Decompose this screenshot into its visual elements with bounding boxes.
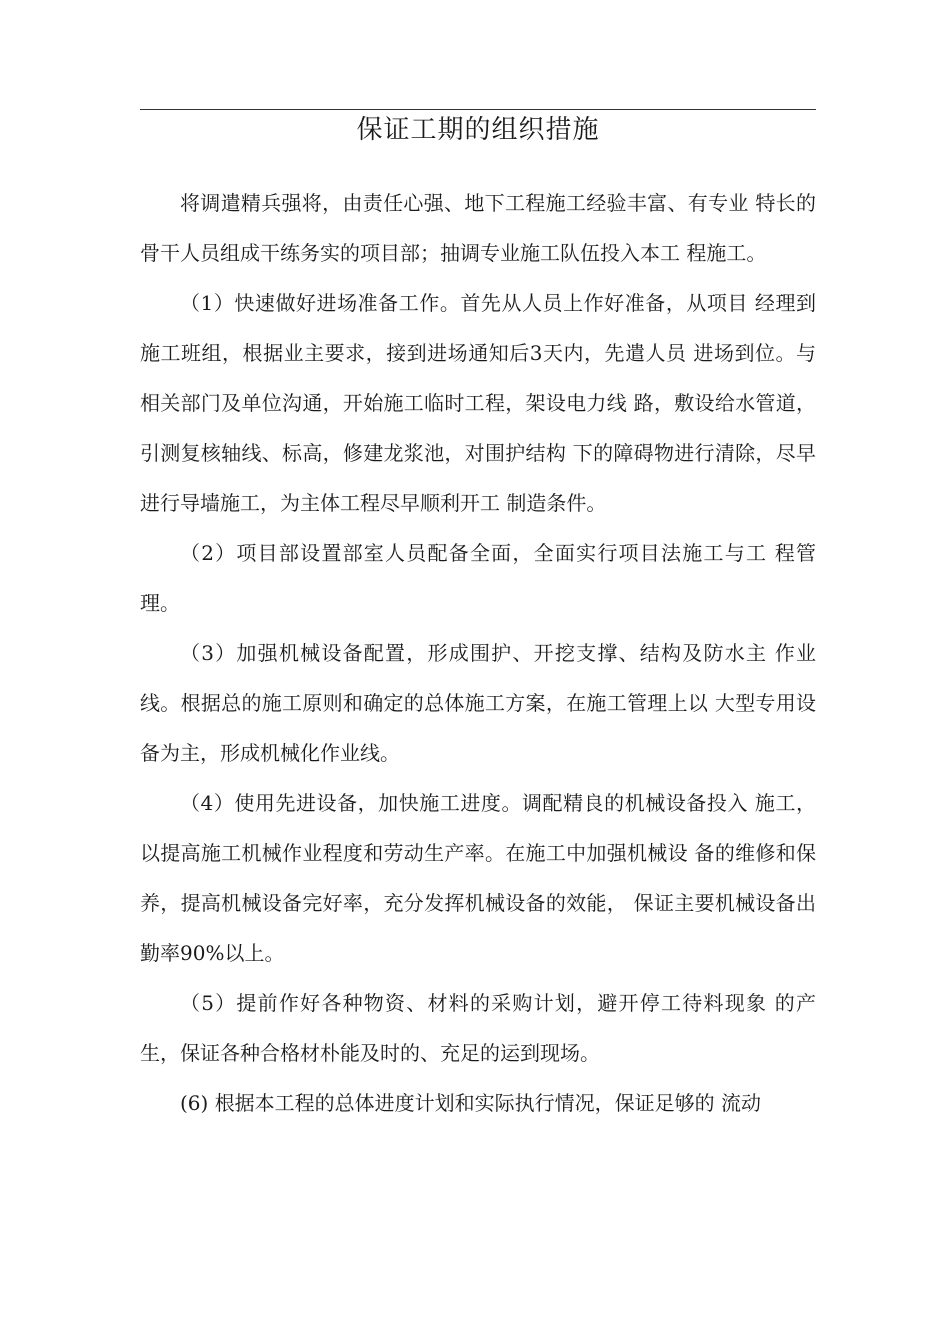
document-body (140, 178, 816, 1128)
paragraph-2: （2）项目部设置部室人员配备全面，全面实行项目法施工与工 程管理。 (140, 541, 816, 615)
paragraph-4: （4）使用先进设备，加快施工进度。调配精良的机械设备投入 施工，以提高施工机械作业程度和劳动生产率。在施工中加强机械设 备的维修和保养，提高机械设备完好率，充分发挥机械设备的效能， 保证主要机械设备出勤率90%以上。 (140, 791, 816, 965)
paragraph-1: （1）快速做好进场准备工作。首先从人员上作好准备，从项目 经理到施工班组，根据业主要求，接到进场通知后3天内，先遣人员 进场到位。与相关部门及单位沟通，开始施工临时工程，架设电力线 路，敷设给水管道，引测复核轴线、标高，修建龙浆池，对围护结构 下的障碍物进行清除，尽早进行导墙施工，为主体工程尽早顺利开工 制造条件。 (140, 291, 816, 515)
paragraph-6: (6) 根据本工程的总体进度计划和实际执行情况，保证足够的 流动 (180, 1091, 762, 1115)
page-title: 保证工期的组织措施 (356, 115, 600, 145)
paragraph-intro: 将调遣精兵强将，由责任心强、地下工程施工经验丰富、有专业 特长的骨干人员组成干练务实的项目部；抽调专业施工队伍投入本工 程施工。 (140, 191, 816, 265)
paragraph-3: （3）加强机械设备配置，形成围护、开挖支撑、结构及防水主 作业线。根据总的施工原则和确定的总体施工方案，在施工管理上以 大型专用设备为主，形成机械化作业线。 (140, 641, 816, 765)
header-rule (140, 109, 816, 110)
paragraph-5: （5）提前作好各种物资、材料的采购计划，避开停工待料现象 的产生，保证各种合格材朴能及时的、充足的运到现场。 (140, 991, 816, 1065)
